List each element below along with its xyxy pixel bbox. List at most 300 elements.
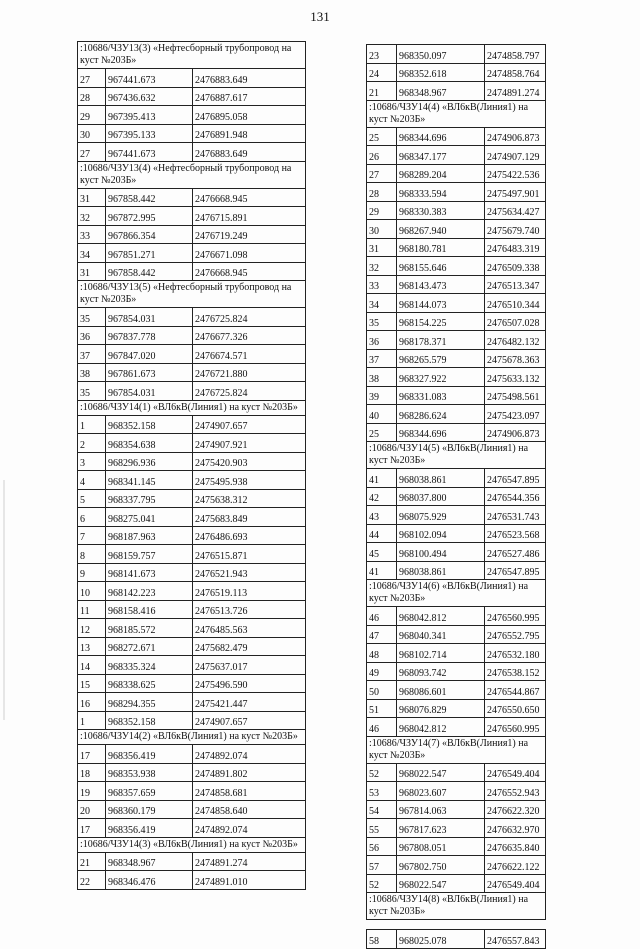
y-coordinate-cell: 2476547.895 [485, 469, 546, 488]
x-coordinate-cell: 968354.638 [106, 434, 193, 453]
x-coordinate-cell: 968346.476 [106, 871, 193, 890]
y-coordinate-cell: 2476513.347 [485, 275, 546, 294]
x-coordinate-cell: 968187.963 [106, 526, 193, 545]
point-number-cell: 2 [78, 434, 106, 453]
point-number-cell: 39 [367, 386, 397, 405]
x-coordinate-cell: 967851.271 [106, 244, 193, 263]
point-number-cell: 36 [78, 326, 106, 345]
y-coordinate-cell: 2476532.180 [485, 644, 546, 663]
y-coordinate-cell: 2476515.871 [193, 545, 306, 564]
table-row [78, 471, 306, 490]
x-coordinate-cell: 967837.778 [106, 326, 193, 345]
scan-artifact [3, 480, 5, 720]
y-coordinate-cell: 2474906.873 [485, 127, 546, 146]
table-row [367, 782, 546, 801]
y-coordinate-cell: 2474891.274 [485, 82, 546, 101]
point-number-cell: 41 [367, 561, 397, 580]
point-number-cell: 33 [78, 225, 106, 244]
x-coordinate-cell: 968102.094 [397, 524, 485, 543]
x-coordinate-cell: 967866.354 [106, 225, 193, 244]
point-number-cell: 12 [78, 619, 106, 638]
x-coordinate-cell: 968023.607 [397, 782, 485, 801]
table-row [367, 220, 546, 239]
table-row [78, 143, 306, 162]
y-coordinate-cell: 2476725.824 [193, 308, 306, 327]
point-number-cell: 17 [78, 745, 106, 764]
point-number-cell: 27 [78, 143, 106, 162]
table-row [367, 331, 546, 350]
x-coordinate-cell: 968093.742 [397, 662, 485, 681]
point-number-cell: 18 [78, 763, 106, 782]
point-number-cell: 26 [367, 146, 397, 165]
table-row [78, 326, 306, 345]
point-number-cell: 52 [367, 874, 397, 893]
point-number-cell: 6 [78, 508, 106, 527]
y-coordinate-cell: 2476677.326 [193, 326, 306, 345]
y-coordinate-cell: 2476510.344 [485, 294, 546, 313]
x-coordinate-cell: 968180.781 [397, 238, 485, 257]
y-coordinate-cell: 2476622.122 [485, 856, 546, 875]
section-header: :10686/ЧЗУ14(4) «ВЛ6кВ(Линия1) на куст №203Б» [367, 100, 546, 127]
x-coordinate-cell: 968296.936 [106, 452, 193, 471]
point-number-cell: 8 [78, 545, 106, 564]
point-number-cell: 27 [78, 69, 106, 88]
x-coordinate-cell: 967814.063 [397, 800, 485, 819]
point-number-cell: 32 [367, 257, 397, 276]
table-row [78, 382, 306, 401]
section-header-row [367, 736, 546, 763]
table-row [78, 582, 306, 601]
y-coordinate-cell: 2476674.571 [193, 345, 306, 364]
point-number-cell: 30 [367, 220, 397, 239]
x-coordinate-cell: 967817.623 [397, 819, 485, 838]
x-coordinate-cell: 968338.625 [106, 674, 193, 693]
x-coordinate-cell: 968272.671 [106, 637, 193, 656]
table-row [367, 718, 546, 737]
table-row [367, 469, 546, 488]
x-coordinate-cell: 968142.223 [106, 582, 193, 601]
table-row [78, 819, 306, 838]
x-coordinate-cell: 968294.355 [106, 693, 193, 712]
x-coordinate-cell: 968143.473 [397, 275, 485, 294]
point-number-cell: 21 [367, 82, 397, 101]
y-coordinate-cell: 2474907.657 [193, 711, 306, 730]
x-coordinate-cell: 968348.967 [106, 852, 193, 871]
table-row [367, 506, 546, 525]
point-number-cell: 7 [78, 526, 106, 545]
y-coordinate-cell: 2476560.995 [485, 607, 546, 626]
point-number-cell: 10 [78, 582, 106, 601]
section-header: :10686/ЧЗУ14(6) «ВЛ6кВ(Линия1) на куст №203Б» [367, 580, 546, 607]
page-number: 131 [310, 9, 330, 24]
x-coordinate-cell: 968159.757 [106, 545, 193, 564]
table-row [367, 662, 546, 681]
y-coordinate-cell: 2476719.249 [193, 225, 306, 244]
y-coordinate-cell: 2476632.970 [485, 819, 546, 838]
y-coordinate-cell: 2476527.486 [485, 543, 546, 562]
table-row [78, 637, 306, 656]
y-coordinate-cell: 2476887.617 [193, 87, 306, 106]
y-coordinate-cell: 2476519.113 [193, 582, 306, 601]
table-row [78, 656, 306, 675]
point-number-cell: 38 [367, 368, 397, 387]
y-coordinate-cell: 2475682.479 [193, 637, 306, 656]
table-row [367, 386, 546, 405]
y-coordinate-cell: 2476513.726 [193, 600, 306, 619]
y-coordinate-cell: 2476550.650 [485, 699, 546, 718]
y-coordinate-cell: 2476552.943 [485, 782, 546, 801]
x-coordinate-cell: 967854.031 [106, 382, 193, 401]
x-coordinate-cell: 968155.646 [397, 257, 485, 276]
y-coordinate-cell: 2476549.404 [485, 763, 546, 782]
x-coordinate-cell: 968267.940 [397, 220, 485, 239]
y-coordinate-cell: 2476552.795 [485, 625, 546, 644]
section-header-row [367, 893, 546, 920]
section-header-row [78, 837, 306, 852]
y-coordinate-cell: 2475495.938 [193, 471, 306, 490]
x-coordinate-cell: 968086.601 [397, 681, 485, 700]
table-row [367, 183, 546, 202]
table-row [367, 45, 546, 64]
point-number-cell: 35 [367, 312, 397, 331]
section-header-row [367, 100, 546, 127]
x-coordinate-cell: 968154.225 [397, 312, 485, 331]
section-header-row [78, 42, 306, 69]
table-row [367, 368, 546, 387]
point-number-cell: 15 [78, 674, 106, 693]
point-number-cell: 54 [367, 800, 397, 819]
point-number-cell: 30 [78, 124, 106, 143]
point-number-cell: 1 [78, 415, 106, 434]
point-number-cell: 41 [367, 469, 397, 488]
table-row [78, 600, 306, 619]
y-coordinate-cell: 2476725.824 [193, 382, 306, 401]
y-coordinate-cell: 2474858.797 [485, 45, 546, 64]
y-coordinate-cell: 2476544.867 [485, 681, 546, 700]
y-coordinate-cell: 2475679.740 [485, 220, 546, 239]
x-coordinate-cell: 967858.442 [106, 188, 193, 207]
point-number-cell: 46 [367, 607, 397, 626]
table-row [78, 262, 306, 281]
table-row [78, 619, 306, 638]
y-coordinate-cell: 2474891.274 [193, 852, 306, 871]
y-coordinate-cell: 2476895.058 [193, 106, 306, 125]
section-header-row [367, 442, 546, 469]
x-coordinate-cell: 968356.419 [106, 745, 193, 764]
point-number-cell: 1 [78, 711, 106, 730]
point-number-cell: 28 [78, 87, 106, 106]
y-coordinate-cell: 2474858.681 [193, 782, 306, 801]
table-row [78, 225, 306, 244]
y-coordinate-cell: 2476622.320 [485, 800, 546, 819]
y-coordinate-cell: 2476668.945 [193, 262, 306, 281]
y-coordinate-cell: 2474907.657 [193, 415, 306, 434]
table-row [78, 852, 306, 871]
x-coordinate-cell: 967395.133 [106, 124, 193, 143]
table-row [78, 745, 306, 764]
point-number-cell: 57 [367, 856, 397, 875]
point-number-cell: 44 [367, 524, 397, 543]
x-coordinate-cell: 968042.812 [397, 607, 485, 626]
table-row [78, 763, 306, 782]
y-coordinate-cell: 2476483.319 [485, 238, 546, 257]
point-number-cell: 32 [78, 207, 106, 226]
table-row [367, 257, 546, 276]
x-coordinate-cell: 968275.041 [106, 508, 193, 527]
table-row [78, 871, 306, 890]
y-coordinate-cell: 2476544.356 [485, 487, 546, 506]
point-number-cell: 11 [78, 600, 106, 619]
y-coordinate-cell: 2475633.132 [485, 368, 546, 387]
point-number-cell: 34 [367, 294, 397, 313]
table-row [78, 345, 306, 364]
y-coordinate-cell: 2476538.152 [485, 662, 546, 681]
point-number-cell: 34 [78, 244, 106, 263]
y-coordinate-cell: 2475420.903 [193, 452, 306, 471]
point-number-cell: 19 [78, 782, 106, 801]
section-header: :10686/ЧЗУ13(4) «Нефтесборный трубопровод на куст №203Б» [78, 161, 306, 188]
y-coordinate-cell: 2474891.802 [193, 763, 306, 782]
x-coordinate-cell: 968022.547 [397, 874, 485, 893]
point-number-cell: 21 [78, 852, 106, 871]
table-gap [367, 920, 546, 930]
table-row [367, 423, 546, 442]
x-coordinate-cell: 968333.594 [397, 183, 485, 202]
point-number-cell: 31 [78, 262, 106, 281]
x-coordinate-cell: 968356.419 [106, 819, 193, 838]
table-row [78, 415, 306, 434]
y-coordinate-cell: 2476509.338 [485, 257, 546, 276]
x-coordinate-cell: 967847.020 [106, 345, 193, 364]
y-coordinate-cell: 2476668.945 [193, 188, 306, 207]
y-coordinate-cell: 2476523.568 [485, 524, 546, 543]
right-coordinates-table [366, 44, 546, 949]
point-number-cell: 29 [367, 201, 397, 220]
y-coordinate-cell: 2476715.891 [193, 207, 306, 226]
table-row [78, 526, 306, 545]
section-header: :10686/ЧЗУ14(5) «ВЛ6кВ(Линия1) на куст №203Б» [367, 442, 546, 469]
x-coordinate-cell: 968042.812 [397, 718, 485, 737]
x-coordinate-cell: 967802.750 [397, 856, 485, 875]
table-row [78, 693, 306, 712]
y-coordinate-cell: 2476557.843 [485, 930, 546, 949]
x-coordinate-cell: 967858.442 [106, 262, 193, 281]
point-number-cell: 17 [78, 819, 106, 838]
y-coordinate-cell: 2474892.074 [193, 745, 306, 764]
x-coordinate-cell: 968344.696 [397, 127, 485, 146]
section-header: :10686/ЧЗУ14(8) «ВЛ6кВ(Линия1) на куст №203Б» [367, 893, 546, 920]
table-row [78, 711, 306, 730]
x-coordinate-cell: 968102.714 [397, 644, 485, 663]
point-number-cell: 20 [78, 800, 106, 819]
table-row [367, 874, 546, 893]
table-row [367, 146, 546, 165]
point-number-cell: 28 [367, 183, 397, 202]
table-row [78, 244, 306, 263]
point-number-cell: 47 [367, 625, 397, 644]
x-coordinate-cell: 968357.659 [106, 782, 193, 801]
section-header: :10686/ЧЗУ14(2) «ВЛ6кВ(Линия1) на куст №203Б» [78, 730, 306, 745]
table-row [78, 674, 306, 693]
x-coordinate-cell: 968344.696 [397, 423, 485, 442]
point-number-cell: 58 [367, 930, 397, 949]
table-row [78, 69, 306, 88]
point-number-cell: 52 [367, 763, 397, 782]
table-row [78, 124, 306, 143]
table-row [78, 545, 306, 564]
x-coordinate-cell: 967861.673 [106, 363, 193, 382]
y-coordinate-cell: 2475422.536 [485, 164, 546, 183]
table-row [367, 405, 546, 424]
point-number-cell: 38 [78, 363, 106, 382]
x-coordinate-cell: 968075.929 [397, 506, 485, 525]
point-number-cell: 9 [78, 563, 106, 582]
table-row [367, 819, 546, 838]
y-coordinate-cell: 2476485.563 [193, 619, 306, 638]
point-number-cell: 16 [78, 693, 106, 712]
y-coordinate-cell: 2476531.743 [485, 506, 546, 525]
x-coordinate-cell: 968022.547 [397, 763, 485, 782]
table-row [78, 800, 306, 819]
table-row [367, 63, 546, 82]
x-coordinate-cell: 968265.579 [397, 349, 485, 368]
y-coordinate-cell: 2476671.098 [193, 244, 306, 263]
x-coordinate-cell: 967441.673 [106, 143, 193, 162]
y-coordinate-cell: 2475683.849 [193, 508, 306, 527]
x-coordinate-cell: 968037.800 [397, 487, 485, 506]
y-coordinate-cell: 2476721.880 [193, 363, 306, 382]
point-number-cell: 3 [78, 452, 106, 471]
table-row [78, 207, 306, 226]
table-row [367, 201, 546, 220]
section-header: :10686/ЧЗУ14(7) «ВЛ6кВ(Линия1) на куст №203Б» [367, 736, 546, 763]
point-number-cell: 33 [367, 275, 397, 294]
point-number-cell: 40 [367, 405, 397, 424]
x-coordinate-cell: 968337.795 [106, 489, 193, 508]
point-number-cell: 50 [367, 681, 397, 700]
y-coordinate-cell: 2476883.649 [193, 143, 306, 162]
x-coordinate-cell: 968185.572 [106, 619, 193, 638]
point-number-cell: 25 [367, 423, 397, 442]
table-row [78, 363, 306, 382]
table-row [367, 82, 546, 101]
point-number-cell: 46 [367, 718, 397, 737]
x-coordinate-cell: 968348.967 [397, 82, 485, 101]
point-number-cell: 22 [78, 871, 106, 890]
y-coordinate-cell: 2476635.840 [485, 837, 546, 856]
x-coordinate-cell: 968352.158 [106, 415, 193, 434]
y-coordinate-cell: 2475637.017 [193, 656, 306, 675]
point-number-cell: 13 [78, 637, 106, 656]
section-header: :10686/ЧЗУ13(3) «Нефтесборный трубопровод на куст №203Б» [78, 42, 306, 69]
section-header-row [78, 161, 306, 188]
x-coordinate-cell: 968327.922 [397, 368, 485, 387]
table-row [78, 308, 306, 327]
x-coordinate-cell: 968330.383 [397, 201, 485, 220]
y-coordinate-cell: 2476482.132 [485, 331, 546, 350]
point-number-cell: 29 [78, 106, 106, 125]
point-number-cell: 4 [78, 471, 106, 490]
table-row [367, 312, 546, 331]
table-row [367, 837, 546, 856]
point-number-cell: 35 [78, 308, 106, 327]
table-row [78, 508, 306, 527]
x-coordinate-cell: 967808.051 [397, 837, 485, 856]
y-coordinate-cell: 2474907.129 [485, 146, 546, 165]
point-number-cell: 31 [78, 188, 106, 207]
y-coordinate-cell: 2475638.312 [193, 489, 306, 508]
point-number-cell: 37 [78, 345, 106, 364]
point-number-cell: 5 [78, 489, 106, 508]
point-number-cell: 14 [78, 656, 106, 675]
x-coordinate-cell: 968352.618 [397, 63, 485, 82]
y-coordinate-cell: 2476549.404 [485, 874, 546, 893]
table-row [367, 349, 546, 368]
table-row [78, 782, 306, 801]
point-number-cell: 48 [367, 644, 397, 663]
y-coordinate-cell: 2475497.901 [485, 183, 546, 202]
table-row [367, 763, 546, 782]
x-coordinate-cell: 968076.829 [397, 699, 485, 718]
point-number-cell: 49 [367, 662, 397, 681]
table-row [367, 800, 546, 819]
x-coordinate-cell: 967854.031 [106, 308, 193, 327]
y-coordinate-cell: 2475423.097 [485, 405, 546, 424]
y-coordinate-cell: 2474907.921 [193, 434, 306, 453]
table-row [78, 106, 306, 125]
x-coordinate-cell: 968352.158 [106, 711, 193, 730]
x-coordinate-cell: 968353.938 [106, 763, 193, 782]
table-row [367, 487, 546, 506]
x-coordinate-cell: 968331.083 [397, 386, 485, 405]
y-coordinate-cell: 2476507.028 [485, 312, 546, 331]
x-coordinate-cell: 968040.341 [397, 625, 485, 644]
section-header: :10686/ЧЗУ14(3) «ВЛ6кВ(Линия1) на куст №203Б» [78, 837, 306, 852]
x-coordinate-cell: 968038.861 [397, 561, 485, 580]
y-coordinate-cell: 2475678.363 [485, 349, 546, 368]
table-row [367, 275, 546, 294]
point-number-cell: 27 [367, 164, 397, 183]
x-coordinate-cell: 968335.324 [106, 656, 193, 675]
table-row [367, 699, 546, 718]
x-coordinate-cell: 968360.179 [106, 800, 193, 819]
point-number-cell: 45 [367, 543, 397, 562]
table-row [78, 188, 306, 207]
point-number-cell: 53 [367, 782, 397, 801]
y-coordinate-cell: 2474858.764 [485, 63, 546, 82]
point-number-cell: 35 [78, 382, 106, 401]
table-row [78, 87, 306, 106]
x-coordinate-cell: 968341.145 [106, 471, 193, 490]
table-row [78, 563, 306, 582]
point-number-cell: 37 [367, 349, 397, 368]
table-row [78, 434, 306, 453]
x-coordinate-cell: 968347.177 [397, 146, 485, 165]
y-coordinate-cell: 2476486.693 [193, 526, 306, 545]
x-coordinate-cell: 968158.416 [106, 600, 193, 619]
y-coordinate-cell: 2475496.590 [193, 674, 306, 693]
table-row [367, 625, 546, 644]
point-number-cell: 31 [367, 238, 397, 257]
x-coordinate-cell: 968025.078 [397, 930, 485, 949]
y-coordinate-cell: 2475634.427 [485, 201, 546, 220]
section-header-row [78, 281, 306, 308]
table-row [78, 489, 306, 508]
point-number-cell: 24 [367, 63, 397, 82]
point-number-cell: 43 [367, 506, 397, 525]
point-number-cell: 36 [367, 331, 397, 350]
table-row [367, 644, 546, 663]
